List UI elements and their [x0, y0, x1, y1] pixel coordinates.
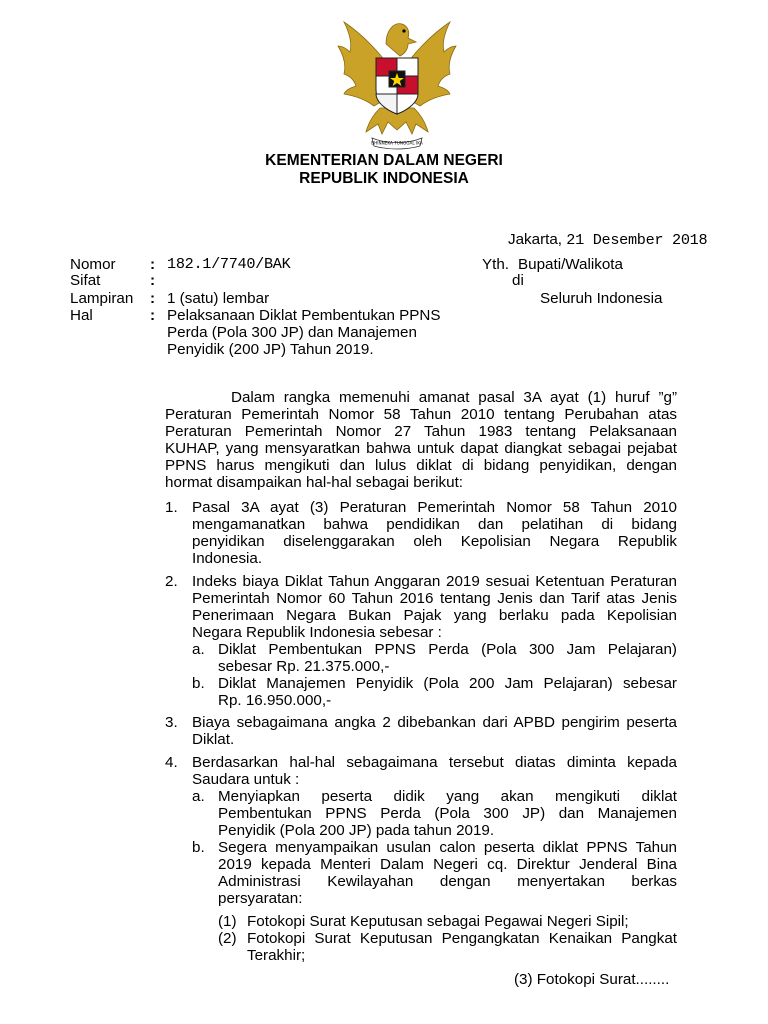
- requirement-marker: (1): [218, 913, 237, 930]
- hal-line: Penyidik (200 JP) Tahun 2019.: [167, 341, 374, 358]
- country-title: REPUBLIK INDONESIA: [299, 170, 469, 187]
- addressee-line: di: [512, 272, 524, 289]
- item1-line: mengamanatkan bahwa pendidikan dan pelatihan di bidang: [192, 516, 677, 533]
- item1-line: penyidikan diselenggarakan oleh Kepolisian Negara Republik: [192, 533, 677, 550]
- subitem-marker: a.: [192, 788, 205, 805]
- letter-date: [508, 231, 707, 249]
- lampiran-label: Lampiran: [70, 290, 134, 307]
- intro-line: Dalam rangka memenuhi amanat pasal 3A ayat (1) huruf ”g”: [231, 389, 677, 406]
- item4-line: Saudara untuk :: [192, 771, 300, 788]
- hal-colon: :: [150, 307, 156, 324]
- svg-text:BHINNEKA TUNGGAL IKA: BHINNEKA TUNGGAL IKA: [371, 140, 423, 146]
- date-city: Jakarta,: [508, 231, 563, 248]
- sifat-label: Sifat: [70, 272, 101, 289]
- item4a-line: Menyiapkan peserta didik yang akan mengikuti diklat: [218, 788, 677, 805]
- item4a-line: Pembentukan PPNS Perda (Pola 300 JP) dan Manajemen: [218, 805, 677, 822]
- requirement-marker: (2): [218, 930, 237, 947]
- item4b-line: persyaratan:: [218, 890, 303, 907]
- nomor-label: Nomor: [70, 256, 116, 273]
- intro-line: Peraturan Pemerintah Nomor 58 Tahun 2010 tentang Perubahan atas: [165, 406, 677, 423]
- sifat-colon: :: [150, 272, 156, 289]
- intro-line: Peraturan Pemerintah Nomor 27 Tahun 1983 tentang Pelaksanaan: [165, 423, 677, 440]
- hal-line: Perda (Pola 300 JP) dan Manajemen: [167, 324, 417, 341]
- item2a-line: sebesar Rp. 21.375.000,-: [218, 658, 390, 675]
- subitem-marker: b.: [192, 839, 205, 856]
- ministry-title: KEMENTERIAN DALAM NEGERI: [265, 152, 503, 169]
- addressee-line: Seluruh Indonesia: [540, 290, 663, 307]
- intro-line: KUHAP, yang mensyaratkan bahwa untuk dapat diangkat sebagai pejabat: [165, 440, 677, 457]
- nomor-colon: :: [150, 256, 156, 273]
- item4b-line: 2019 kepada Menteri Dalam Negeri cq. Direktur Jenderal Bina: [218, 856, 677, 873]
- item2-line: Indeks biaya Diklat Tahun Anggaran 2019 sesuai Ketentuan Peraturan: [192, 573, 677, 590]
- subitem-marker: a.: [192, 641, 205, 658]
- requirement-line: Terakhir;: [247, 947, 306, 964]
- page-continuation: (3) Fotokopi Surat........: [514, 971, 670, 988]
- nomor-value: 182.1/7740/BAK: [167, 255, 291, 273]
- lampiran-colon: :: [150, 290, 156, 307]
- item3-line: Diklat.: [192, 731, 235, 748]
- item2-line: Negara Republik Indonesia sebesar :: [192, 624, 442, 641]
- item4-line: Berdasarkan hal-hal sebagaimana tersebut diatas diminta kepada: [192, 754, 677, 771]
- lampiran-value: 1 (satu) lembar: [167, 290, 270, 307]
- item-number: 3.: [165, 714, 178, 731]
- addressee-line: Bupati/Walikota: [518, 256, 623, 273]
- item-number: 4.: [165, 754, 178, 771]
- item-number: 1.: [165, 499, 178, 516]
- item2b-line: Rp. 16.950.000,-: [218, 692, 332, 709]
- intro-line: PPNS harus mengikuti dan lulus diklat di bidang penyidikan, dengan: [165, 457, 677, 474]
- item4a-line: Penyidik (Pola 200 JP) pada tahun 2019.: [218, 822, 495, 839]
- item4b-line: Segera menyampaikan usulan calon peserta diklat PPNS Tahun: [218, 839, 677, 856]
- item2b-line: Diklat Manajemen Penyidik (Pola 200 Jam Pelajaran) sebesar: [218, 675, 677, 692]
- addressee-yth: Yth.: [482, 256, 510, 273]
- item3-line: Biaya sebagaimana angka 2 dibebankan dari APBD pengirim peserta: [192, 714, 677, 731]
- item4b-line: Administrasi Kewilayahan dengan menyertakan berkas: [218, 873, 677, 890]
- item2-line: Pemerintah Nomor 60 Tahun 2016 tentang Jenis dan Tarif atas Jenis: [192, 590, 677, 607]
- hal-label: Hal: [70, 307, 93, 324]
- date-value: 21 Desember 2018: [566, 231, 708, 249]
- subitem-marker: b.: [192, 675, 205, 692]
- requirement-line: Fotokopi Surat Keputusan sebagai Pegawai Negeri Sipil;: [247, 913, 629, 930]
- requirement-line: Fotokopi Surat Keputusan Pengangkatan Kenaikan Pangkat: [247, 930, 677, 947]
- hal-line: Pelaksanaan Diklat Pembentukan PPNS: [167, 307, 441, 324]
- item-number: 2.: [165, 573, 178, 590]
- garuda-emblem: [322, 4, 472, 154]
- item2a-line: Diklat Pembentukan PPNS Perda (Pola 300 Jam Pelajaran): [218, 641, 677, 658]
- item1-line: Indonesia.: [192, 550, 263, 567]
- intro-line: hormat disampaikan hal-hal sebagai berikut:: [165, 474, 464, 491]
- item2-line: Penerimaan Negara Bukan Pajak yang berlaku pada Kepolisian: [192, 607, 677, 624]
- item1-line: Pasal 3A ayat (3) Peraturan Pemerintah Nomor 58 Tahun 2010: [192, 499, 677, 516]
